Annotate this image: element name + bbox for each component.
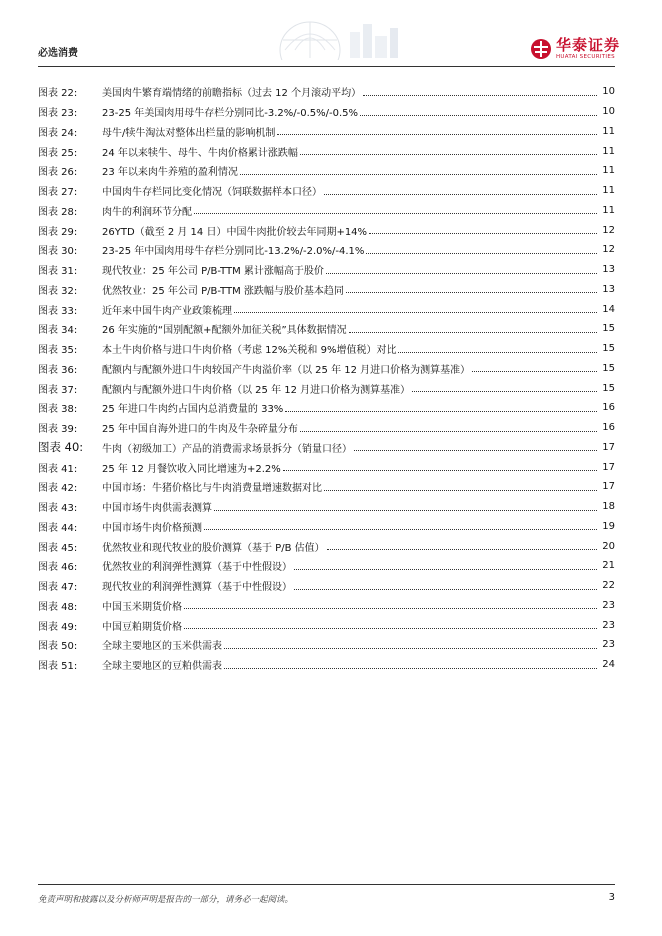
toc-entry-number: 图表 28: [38,206,78,218]
toc-dot-leader [234,311,597,313]
building-watermark-icon [265,10,415,60]
toc-entry-page: 24 [602,659,615,671]
header-divider [38,66,615,67]
brand-name-cn: 华泰证券 [556,36,621,54]
toc-entry[interactable] [38,299,615,319]
toc-entry-title: 中国肉牛存栏同比变化情况（饲联数据样本口径） [102,187,322,199]
toc-dot-leader [300,430,597,432]
toc-entry[interactable] [38,161,615,181]
toc-entry-title: 25 年进口牛肉约占国内总消费量的 33% [102,404,284,416]
toc-entry-number: 图表 43: [38,503,78,515]
toc-entry-title: 中国市场牛肉价格预测 [102,522,202,534]
toc-entry-page: 17 [602,461,615,473]
toc-entry-page: 14 [602,303,615,315]
toc-dot-leader [224,647,597,649]
toc-entry-title: 配额内与配额外进口牛肉较国产牛肉溢价率（以 25 年 12 月进口价格为测算基准） [102,364,471,376]
toc-entry[interactable] [38,438,615,458]
toc-entry-number: 图表 45: [38,542,78,554]
footer-divider [38,884,615,885]
toc-entry-number: 图表 29: [38,226,78,238]
toc-dot-leader [346,291,597,293]
toc-dot-leader [398,351,597,353]
toc-entry-page: 11 [602,145,615,157]
toc-entry-number: 图表 47: [38,582,78,594]
toc-entry[interactable] [38,615,615,635]
toc-entry[interactable] [38,497,615,517]
toc-dot-leader [294,588,597,590]
toc-entry-page: 16 [602,422,615,434]
toc-entry-number: 图表 31: [38,266,78,278]
toc-entry[interactable] [38,359,615,379]
section-label: 必选消费 [38,48,78,59]
toc-dot-leader [277,133,597,135]
toc-entry-number: 图表 38: [38,404,78,416]
toc-entry-number: 图表 44: [38,522,78,534]
toc-entry-page: 13 [602,283,615,295]
toc-entry-title: 26 年实施的“国别配额+配额外加征关税”具体数据情况 [102,325,347,337]
toc-entry-number: 图表 22: [38,88,78,100]
toc-entry[interactable] [38,82,615,102]
toc-entry-title: 25 年中国自海外进口的牛肉及牛杂碎量分布 [102,424,298,436]
toc-entry-title: 24 年以来犊牛、母牛、牛肉价格累计涨跌幅 [102,147,298,159]
toc-entry[interactable] [38,635,615,655]
huatai-logo-icon [530,38,552,60]
toc-dot-leader [327,548,597,550]
toc-entry[interactable] [38,201,615,221]
toc-entry-title: 中国市场牛肉供需表测算 [102,503,212,515]
toc-entry-page: 11 [602,125,615,137]
toc-entry-title: 本土牛肉价格与进口牛肉价格（考虑 12%关税和 9%增值税）对比 [102,345,397,357]
toc-dot-leader [326,272,597,274]
toc-entry[interactable] [38,280,615,300]
toc-entry-number: 图表 23: [38,108,78,120]
toc-entry[interactable] [38,141,615,161]
toc-entry-page: 23 [602,619,615,631]
toc-dot-leader [240,173,597,175]
toc-entry[interactable] [38,122,615,142]
toc-entry-number: 图表 34: [38,325,78,337]
toc-entry-title: 优然牧业和现代牧业的股价测算（基于 P/B 估值） [102,542,325,554]
toc-entry-number: 图表 27: [38,187,78,199]
toc-entry-page: 15 [602,343,615,355]
toc-dot-leader [194,212,597,214]
toc-entry-title: 现代牧业的利润弹性测算（基于中性假设） [102,582,292,594]
toc-entry-page: 11 [602,204,615,216]
toc-dot-leader [214,509,597,511]
toc-entry-title: 牛肉（初级加工）产品的消费需求场景拆分（销量口径） [102,443,352,455]
toc-dot-leader [224,667,597,669]
toc-entry-title: 全球主要地区的豆粕供需表 [102,661,222,673]
toc-dot-leader [204,528,597,530]
toc-entry-number: 图表 50: [38,641,78,653]
toc-dot-leader [354,449,597,451]
toc-entry-title: 23-25 年美国肉用母牛存栏分别同比-3.2%/-0.5%/-0.5% [102,108,359,120]
toc-entry-page: 10 [602,86,615,98]
toc-dot-leader [294,568,597,570]
toc-entry[interactable] [38,536,615,556]
toc-entry-number: 图表 36: [38,364,78,376]
toc-entry-page: 16 [602,402,615,414]
toc-entry-title: 母牛/犊牛淘汰对整体出栏量的影响机制 [102,127,276,139]
toc-entry-page: 23 [602,599,615,611]
toc-entry-title: 25 年 12 月餐饮收入同比增速为+2.2% [102,463,281,475]
toc-entry-title: 现代牧业：25 年公司 P/B-TTM 累计涨幅高于股价 [102,266,324,278]
toc-entry-title: 优然牧业的利润弹性测算（基于中性假设） [102,562,292,574]
toc-entry-title: 23 年以来肉牛养殖的盈利情况 [102,167,238,179]
toc-dot-leader [283,469,597,471]
toc-entry-number: 图表 32: [38,285,78,297]
toc-entry-number: 图表 37: [38,384,78,396]
toc-entry[interactable] [38,260,615,280]
toc-entry-title: 全球主要地区的玉米供需表 [102,641,222,653]
toc-entry[interactable] [38,339,615,359]
toc-entry-title: 肉牛的利润环节分配 [102,206,192,218]
footer-page-number: 3 [608,892,615,903]
toc-entry-number: 图表 46: [38,562,78,574]
toc-entry-title: 23-25 年中国肉用母牛存栏分别同比-13.2%/-2.0%/-4.1% [102,246,365,258]
brand-name-en: HUATAI SECURITIES [556,54,615,60]
toc-dot-leader [285,410,597,412]
toc-entry-page: 17 [602,441,615,453]
toc-entry-title: 配额内与配额外进口牛肉价格（以 25 年 12 月进口价格为测算基准） [102,384,411,396]
toc-entry-number: 图表 25: [38,147,78,159]
toc-dot-leader [324,489,597,491]
toc-dot-leader [184,607,597,609]
toc-entry-number: 图表 30: [38,246,78,258]
toc-dot-leader [412,390,597,392]
toc-entry-title: 中国豆粕期货价格 [102,621,182,633]
toc-entry[interactable] [38,596,615,616]
toc-dot-leader [324,193,597,195]
toc-entry-page: 20 [602,540,615,552]
toc-entry[interactable] [38,240,615,260]
toc-entry-number: 图表 48: [38,601,78,613]
toc-entry-title: 中国玉米期货价格 [102,601,182,613]
toc-entry-page: 18 [602,501,615,513]
toc-entry-title: 26YTD（截至 2 月 14 日）中国牛肉批价较去年同期+14% [102,226,368,238]
toc-entry-title: 近年来中国牛肉产业政策梳理 [102,305,232,317]
toc-entry-page: 15 [602,323,615,335]
toc-dot-leader [300,153,597,155]
toc-entry[interactable] [38,576,615,596]
toc-entry-title: 中国市场：牛猪价格比与牛肉消费量增速数据对比 [102,483,322,495]
toc-entry-page: 15 [602,382,615,394]
toc-dot-leader [184,627,597,629]
toc-dot-leader [369,232,597,234]
toc-entry-page: 17 [602,481,615,493]
toc-entry[interactable] [38,517,615,537]
table-of-figures [38,82,615,675]
toc-entry[interactable] [38,398,615,418]
footer-disclaimer: 免责声明和披露以及分析师声明是报告的一部分，请务必一起阅读。 [38,895,294,905]
toc-dot-leader [363,94,597,96]
toc-entry-number: 图表 24: [38,127,78,139]
toc-entry-number: 图表 40: [38,440,84,455]
toc-entry[interactable] [38,556,615,576]
toc-entry-number: 图表 33: [38,305,78,317]
toc-dot-leader [472,370,597,372]
toc-entry-number: 图表 35: [38,345,78,357]
toc-entry-page: 11 [602,185,615,197]
toc-entry-number: 图表 49: [38,621,78,633]
toc-entry-page: 19 [602,520,615,532]
toc-entry-page: 13 [602,264,615,276]
toc-entry-page: 23 [602,639,615,651]
toc-entry-number: 图表 39: [38,424,78,436]
toc-entry-title: 美国肉牛繁育端情绪的前瞻指标（过去 12 个月滚动平均） [102,88,362,100]
toc-entry[interactable] [38,220,615,240]
toc-entry[interactable] [38,102,615,122]
toc-dot-leader [349,331,597,333]
toc-entry-page: 12 [602,244,615,256]
toc-entry-page: 15 [602,362,615,374]
huatai-logo [530,38,620,61]
toc-entry[interactable] [38,477,615,497]
toc-entry-page: 11 [602,165,615,177]
toc-entry-page: 22 [602,580,615,592]
toc-dot-leader [366,252,597,254]
toc-entry-number: 图表 41: [38,463,78,475]
toc-dot-leader [360,114,597,116]
toc-entry-title: 优然牧业：25 年公司 P/B-TTM 涨跌幅与股价基本趋同 [102,285,344,297]
toc-entry-page: 10 [602,106,615,118]
toc-entry[interactable] [38,181,615,201]
toc-entry-page: 21 [602,560,615,572]
toc-entry[interactable] [38,655,615,675]
toc-entry-number: 图表 26: [38,167,78,179]
toc-entry-number: 图表 51: [38,661,78,673]
toc-entry[interactable] [38,378,615,398]
toc-entry[interactable] [38,457,615,477]
toc-entry-number: 图表 42: [38,483,78,495]
toc-entry[interactable] [38,319,615,339]
toc-entry[interactable] [38,418,615,438]
toc-entry-page: 12 [602,224,615,236]
